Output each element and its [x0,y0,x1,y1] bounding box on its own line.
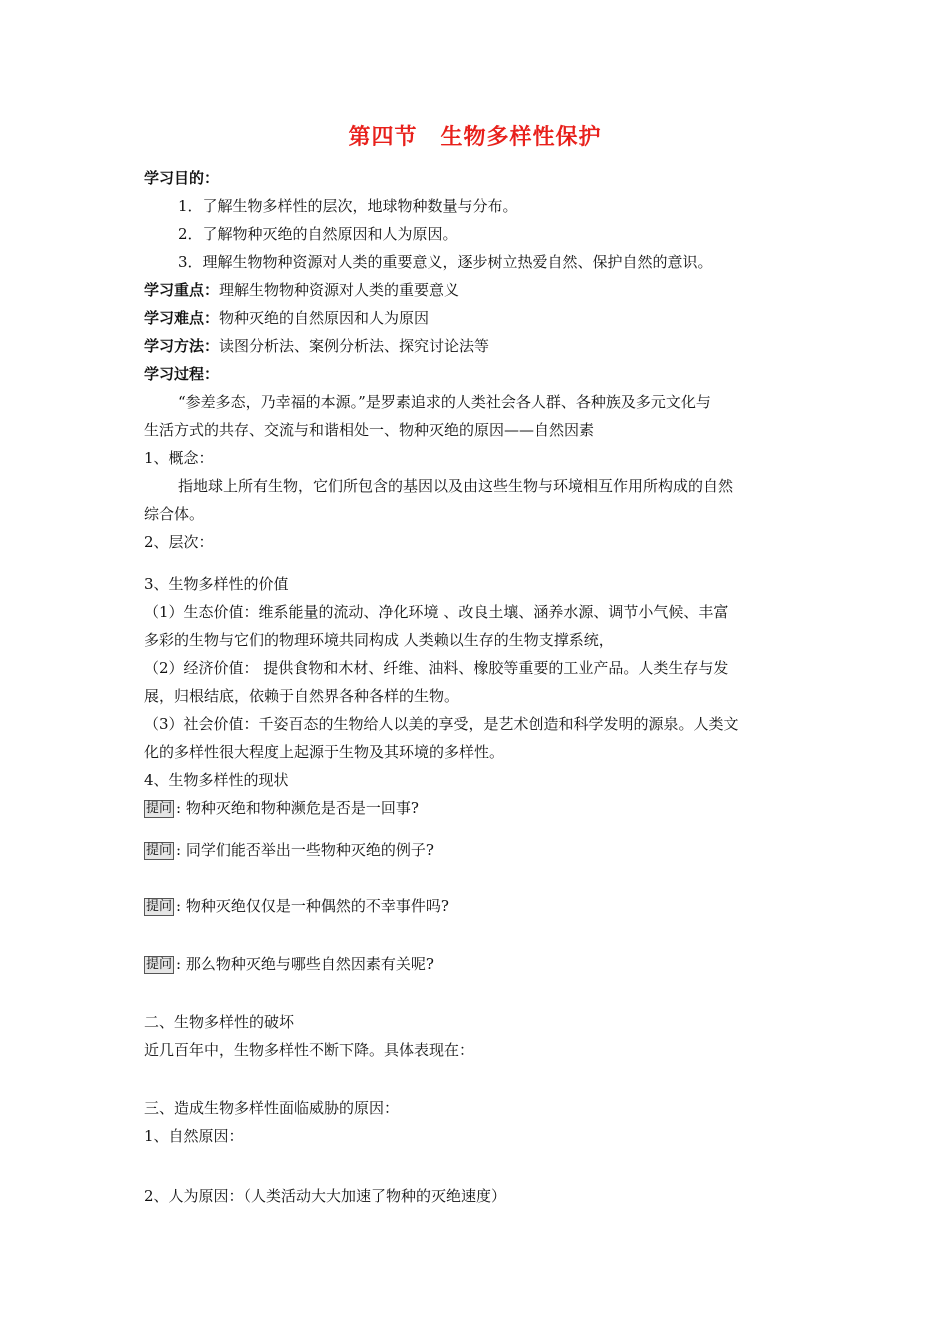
human-cause: 2、人为原因：（人类活动大大加速了物种的灭绝速度） [144,1187,507,1205]
question-4 [144,950,810,978]
question-1-text: : 物种灭绝和物种濒危是否是一回事? [176,799,419,817]
objectives-label: 学习目的： [144,169,220,187]
difficulty-label: 学习难点： [144,309,220,327]
causes-heading: 三、造成生物多样性面临威胁的原因： [144,1099,400,1117]
question-3 [144,892,810,920]
question-tag: 提问 [146,843,173,858]
question-tag: 提问 [146,801,173,816]
question-tag: 提问 [146,957,173,972]
econ-value-line-1: （2）经济价值： 提供食物和木材、纤维、油料、橡胶等重要的工业产品。人类生存与发 [144,659,729,677]
method-label: 学习方法： [144,337,220,355]
key-point-label: 学习重点： [144,281,220,299]
social-value-line-2: 化的多样性很大程度上起源于生物及其环境的多样性。 [144,743,505,761]
concept-heading: 1、概念： [144,449,214,467]
method-line [144,332,810,360]
natural-cause: 1、自然原因： [144,1127,244,1145]
question-1 [144,794,810,822]
concept-line-1: 指地球上所有生物，它们所包含的基因以及由这些生物与环境相互作用所构成的自然 [178,477,734,495]
question-3-text: : 物种灭绝仅仅是一种偶然的不幸事件吗? [176,897,449,915]
damage-heading: 二、生物多样性的破坏 [144,1013,295,1031]
question-2-text: : 同学们能否举出一些物种灭绝的例子? [176,841,434,859]
question-2 [144,836,810,864]
key-point-text: 理解生物物种资源对人类的重要意义 [219,281,460,299]
process-label: 学习过程： [144,365,220,383]
difficulty-line [144,304,810,332]
page-title: 第四节 生物多样性保护 [348,124,602,150]
objective-item-2: 2．了解物种灭绝的自然原因和人为原因。 [178,225,458,243]
objective-item-1: 1．了解生物多样性的层次，地球物种数量与分布。 [178,197,518,215]
objective-item-3: 3．理解生物物种资源对人类的重要意义，逐步树立热爱自然、保护自然的意识。 [178,253,713,271]
eco-value-line-2: 多彩的生物与它们的物理环境共同构成 人类赖以生存的生物支撑系统， [144,631,614,649]
levels-heading: 2、层次： [144,533,214,551]
eco-value-line-1: （1）生态价值：维系能量的流动、净化环境 、改良土壤、涵养水源、调节小气候、丰富 [144,603,729,621]
question-4-text: : 那么物种灭绝与哪些自然因素有关呢? [176,955,434,973]
process-intro-1: “参差多态，乃幸福的本源。”是罗素追求的人类社会各人群、各种族及多元文化与 [178,393,711,411]
method-text: 读图分析法、案例分析法、探究讨论法等 [219,337,490,355]
concept-line-2: 综合体。 [144,505,205,523]
value-heading: 3、生物多样性的价值 [144,575,289,593]
econ-value-line-2: 展，归根结底，依赖于自然界各种各样的生物。 [144,687,460,705]
difficulty-text: 物种灭绝的自然原因和人为原因 [219,309,430,327]
status-heading: 4、生物多样性的现状 [144,771,289,789]
key-point-line [144,276,810,304]
question-tag: 提问 [146,899,173,914]
damage-text: 近几百年中，生物多样性不断下降。具体表现在： [144,1041,475,1059]
social-value-line-1: （3）社会价值：千姿百态的生物给人以美的享受，是艺术创造和科学发明的源泉。人类文 [144,715,739,733]
process-intro-2: 生活方式的共存、交流与和谐相处一、物种灭绝的原因——自然因素 [144,421,595,439]
